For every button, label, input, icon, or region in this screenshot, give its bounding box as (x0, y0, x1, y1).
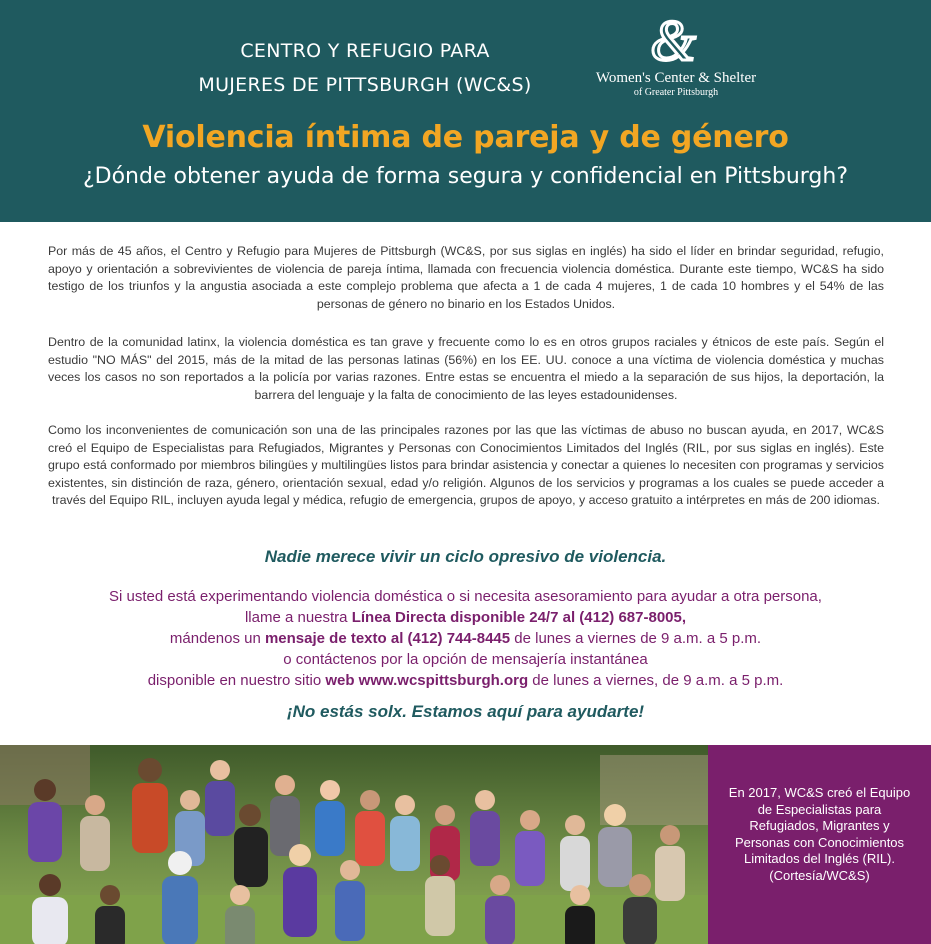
logo-line-1: Women's Center & Shelter (595, 70, 757, 86)
logo-line-2: of Greater Pittsburgh (633, 87, 719, 98)
cta-line-5: disponible en nuestro sitio web www.wcspittsburgh.org de lunes a viernes, de 9 a.m. a 5 p.m. (147, 672, 784, 689)
cta-line-2: llame a nuestra Línea Directa disponible 24/7 al (412) 687-8005, (244, 609, 687, 626)
tagline-nobody-deserves: Nadie merece vivir un ciclo opresivo de violencia. (264, 547, 667, 566)
hotline-number[interactable]: Línea Directa disponible 24/7 al (412) 687-8005, (351, 609, 687, 626)
text-message-number[interactable]: mensaje de texto al (412) 744-8445 (264, 630, 511, 647)
org-name-line-2: MUJERES DE PITTSBURGH (WC&S) (198, 74, 532, 96)
svg-text:&: & (650, 12, 696, 70)
cta-line-4: o contáctenos por la opción de mensajería instantánea (283, 651, 648, 668)
website-link[interactable]: web www.wcspittsburgh.org (325, 672, 529, 689)
cta-line-3: mándenos un mensaje de texto al (412) 744-8445 de lunes a viernes de 9 a.m. a 5 p.m. (169, 630, 762, 647)
organization-name (180, 34, 550, 102)
org-name-line-1: CENTRO Y REFUGIO PARA (240, 40, 490, 62)
paragraph-latinx-community: Dentro de la comunidad latinx, la violencia doméstica es tan grave y frecuente como lo es en otros grupos raciales y étnicos de este país. Según el estudio "NO MÁS" del 2015, más de la mitad de las personas latinas (56%) en los EE. UU. conoce a una víctima de violencia doméstica y muchas veces los casos no son reportados a la policía por varias razones. Entre estas se encuentra el miedo a la separación de sus hijos, la deportación, la barrera del lenguaje y la falta de conocimiento de las leyes estadounidenses. (48, 335, 884, 402)
photo-caption: En 2017, WC&S creó el Equipo de Especialistas para Refugiados, Migrantes y Personas con Conocimientos Limitados del Inglés (RIL). (Cortesía/WC&S) (728, 785, 911, 883)
wcs-logo (566, 12, 786, 108)
team-group-photo (0, 745, 708, 944)
page-subtitle: ¿Dónde obtener ayuda de forma segura y confidencial en Pittsburgh? (82, 164, 849, 189)
cta-line-1: Si usted está experimentando violencia doméstica o si necesita asesoramiento para ayudar a otra persona, (109, 588, 822, 605)
photo-caption-box (708, 745, 931, 944)
ampersand-logo-icon (638, 12, 708, 70)
group-photo-illustration (0, 745, 708, 944)
tagline-not-alone: ¡No estás solx. Estamos aquí para ayudarte! (286, 702, 645, 721)
logo-wordmark (566, 70, 786, 99)
help-contact-info (40, 586, 891, 691)
page-title: Violencia íntima de pareja y de género (142, 120, 789, 155)
header-banner (0, 0, 931, 222)
paragraph-history: Por más de 45 años, el Centro y Refugio para Mujeres de Pittsburgh (WC&S, por sus siglas en inglés) ha sido el líder en brindar seguridad, refugio, apoyo y orientación a sobrevivientes de violencia de pareja íntima, llamada con frecuencia violencia doméstica. Durante este tiempo, WC&S ha sido testigo de los triunfos y la angustia asociada a este complejo problema que afecta a 1 de cada 4 mujeres, 1 de cada 10 hombres y el 54% de las personas de género no binario en los Estados Unidos. (48, 244, 884, 311)
paragraph-ril-team: Como los inconvenientes de comunicación son una de las principales razones por las que las víctimas de abuso no buscan ayuda, en 2017, WC&S creó el Equipo de Especialistas para Refugiados, Migrantes y Personas con Conocimientos Limitados del Inglés (RIL, por sus siglas en inglés). Este grupo está conformado por miembros bilingües y multilingües listos para brindar asistencia y conectar a quienes lo necesiten con programas y servicios existentes, sin distinción de raza, género, orientación sexual, edad y/o religión. Algunos de los servicios y programas a los cuales se puede acceder a través del Equipo RIL, incluyen ayuda legal y médica, refugio de emergencia, grupos de apoyo, y acceso gratuito a intérpretes en más de 200 idiomas. (48, 423, 884, 507)
